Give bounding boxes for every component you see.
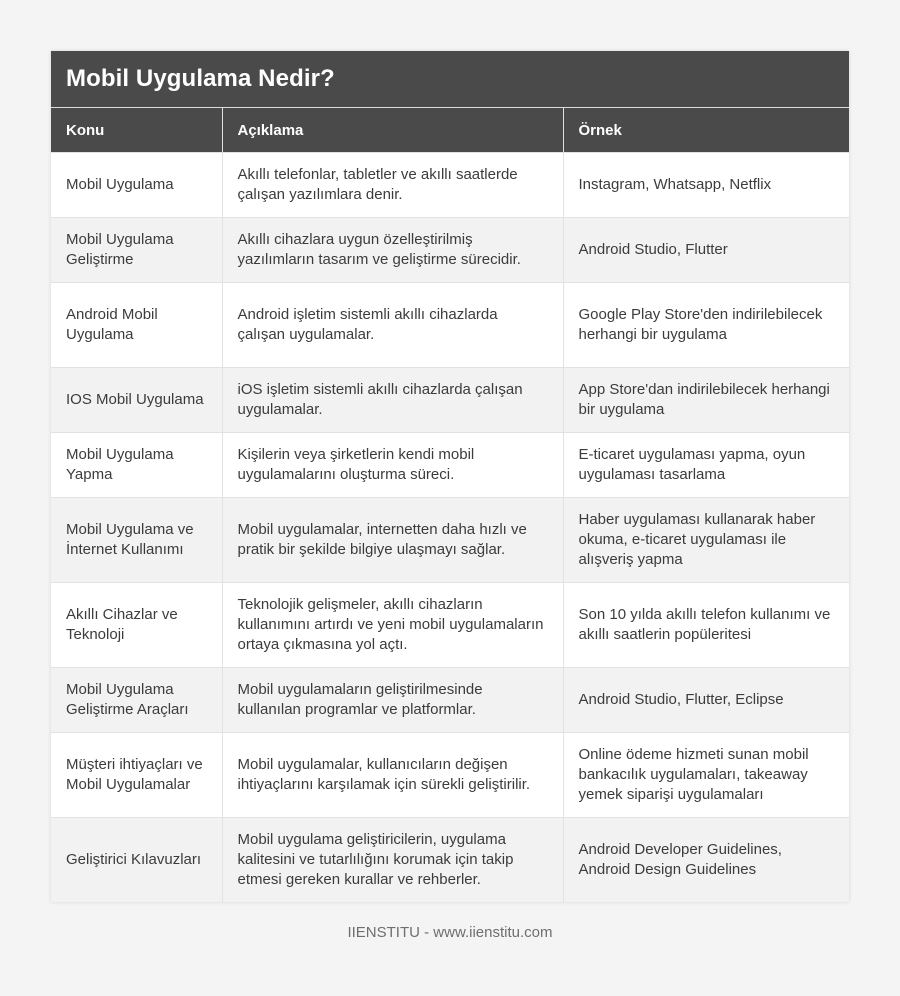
table-row bbox=[51, 218, 849, 283]
cell-aciklama: Teknolojik gelişmeler, akıllı cihazların kullanımını artırdı ve yeni mobil uygulamaların ortaya çıkmasına yol açtı. bbox=[222, 583, 563, 668]
cell-ornek: Instagram, Whatsapp, Netflix bbox=[563, 153, 849, 218]
cell-ornek: Android Developer Guidelines, Android Design Guidelines bbox=[563, 818, 849, 903]
cell-ornek: Android Studio, Flutter, Eclipse bbox=[563, 668, 849, 733]
table-row bbox=[51, 668, 849, 733]
cell-ornek: Haber uygulaması kullanarak haber okuma, e-ticaret uygulaması ile alışveriş yapma bbox=[563, 498, 849, 583]
cell-konu: IOS Mobil Uygulama bbox=[51, 368, 222, 433]
column-header-konu: Konu bbox=[51, 108, 222, 153]
cell-ornek: Son 10 yılda akıllı telefon kullanımı ve akıllı saatlerin popüleritesi bbox=[563, 583, 849, 668]
table-row bbox=[51, 368, 849, 433]
cell-konu: Akıllı Cihazlar ve Teknoloji bbox=[51, 583, 222, 668]
cell-ornek: Online ödeme hizmeti sunan mobil bankacılık uygulamaları, takeaway yemek siparişi uygulamaları bbox=[563, 733, 849, 818]
cell-konu: Geliştirici Kılavuzları bbox=[51, 818, 222, 903]
cell-aciklama: Akıllı cihazlara uygun özelleştirilmiş yazılımların tasarım ve geliştirme sürecidir. bbox=[222, 218, 563, 283]
page-title: Mobil Uygulama Nedir? bbox=[66, 65, 335, 92]
cell-aciklama: Akıllı telefonlar, tabletler ve akıllı saatlerde çalışan yazılımlara denir. bbox=[222, 153, 563, 218]
cell-ornek: E-ticaret uygulaması yapma, oyun uygulaması tasarlama bbox=[563, 433, 849, 498]
cell-ornek: Google Play Store'den indirilebilecek herhangi bir uygulama bbox=[563, 283, 849, 368]
title-bar bbox=[51, 51, 849, 108]
table-row bbox=[51, 818, 849, 903]
cell-aciklama: Mobil uygulamaların geliştirilmesinde kullanılan programlar ve platformlar. bbox=[222, 668, 563, 733]
cell-ornek: App Store'dan indirilebilecek herhangi bir uygulama bbox=[563, 368, 849, 433]
cell-konu: Mobil Uygulama ve İnternet Kullanımı bbox=[51, 498, 222, 583]
table-row bbox=[51, 433, 849, 498]
table-header-row bbox=[51, 108, 849, 153]
cell-ornek: Android Studio, Flutter bbox=[563, 218, 849, 283]
info-table bbox=[51, 108, 849, 902]
column-header-ornek: Örnek bbox=[563, 108, 849, 153]
cell-aciklama: Android işletim sistemli akıllı cihazlarda çalışan uygulamalar. bbox=[222, 283, 563, 368]
table-row bbox=[51, 283, 849, 368]
table-row bbox=[51, 733, 849, 818]
cell-konu: Mobil Uygulama Geliştirme bbox=[51, 218, 222, 283]
cell-konu: Mobil Uygulama Geliştirme Araçları bbox=[51, 668, 222, 733]
info-table-card bbox=[51, 51, 849, 902]
cell-aciklama: Mobil uygulamalar, internetten daha hızlı ve pratik bir şekilde bilgiye ulaşmayı sağlar. bbox=[222, 498, 563, 583]
cell-aciklama: Mobil uygulama geliştiricilerin, uygulama kalitesini ve tutarlılığını korumak için takip etmesi gereken kurallar ve rehberler. bbox=[222, 818, 563, 903]
footer-credit: IIENSTITU - www.iienstitu.com bbox=[347, 924, 553, 941]
cell-konu: Mobil Uygulama Yapma bbox=[51, 433, 222, 498]
cell-konu: Android Mobil Uygulama bbox=[51, 283, 222, 368]
cell-aciklama: iOS işletim sistemli akıllı cihazlarda çalışan uygulamalar. bbox=[222, 368, 563, 433]
table-row bbox=[51, 153, 849, 218]
column-header-aciklama: Açıklama bbox=[222, 108, 563, 153]
cell-aciklama: Kişilerin veya şirketlerin kendi mobil uygulamalarını oluşturma süreci. bbox=[222, 433, 563, 498]
table-row bbox=[51, 498, 849, 583]
cell-konu: Mobil Uygulama bbox=[51, 153, 222, 218]
cell-aciklama: Mobil uygulamalar, kullanıcıların değişen ihtiyaçlarını karşılamak için sürekli geliştirilir. bbox=[222, 733, 563, 818]
table-row bbox=[51, 583, 849, 668]
cell-konu: Müşteri ihtiyaçları ve Mobil Uygulamalar bbox=[51, 733, 222, 818]
